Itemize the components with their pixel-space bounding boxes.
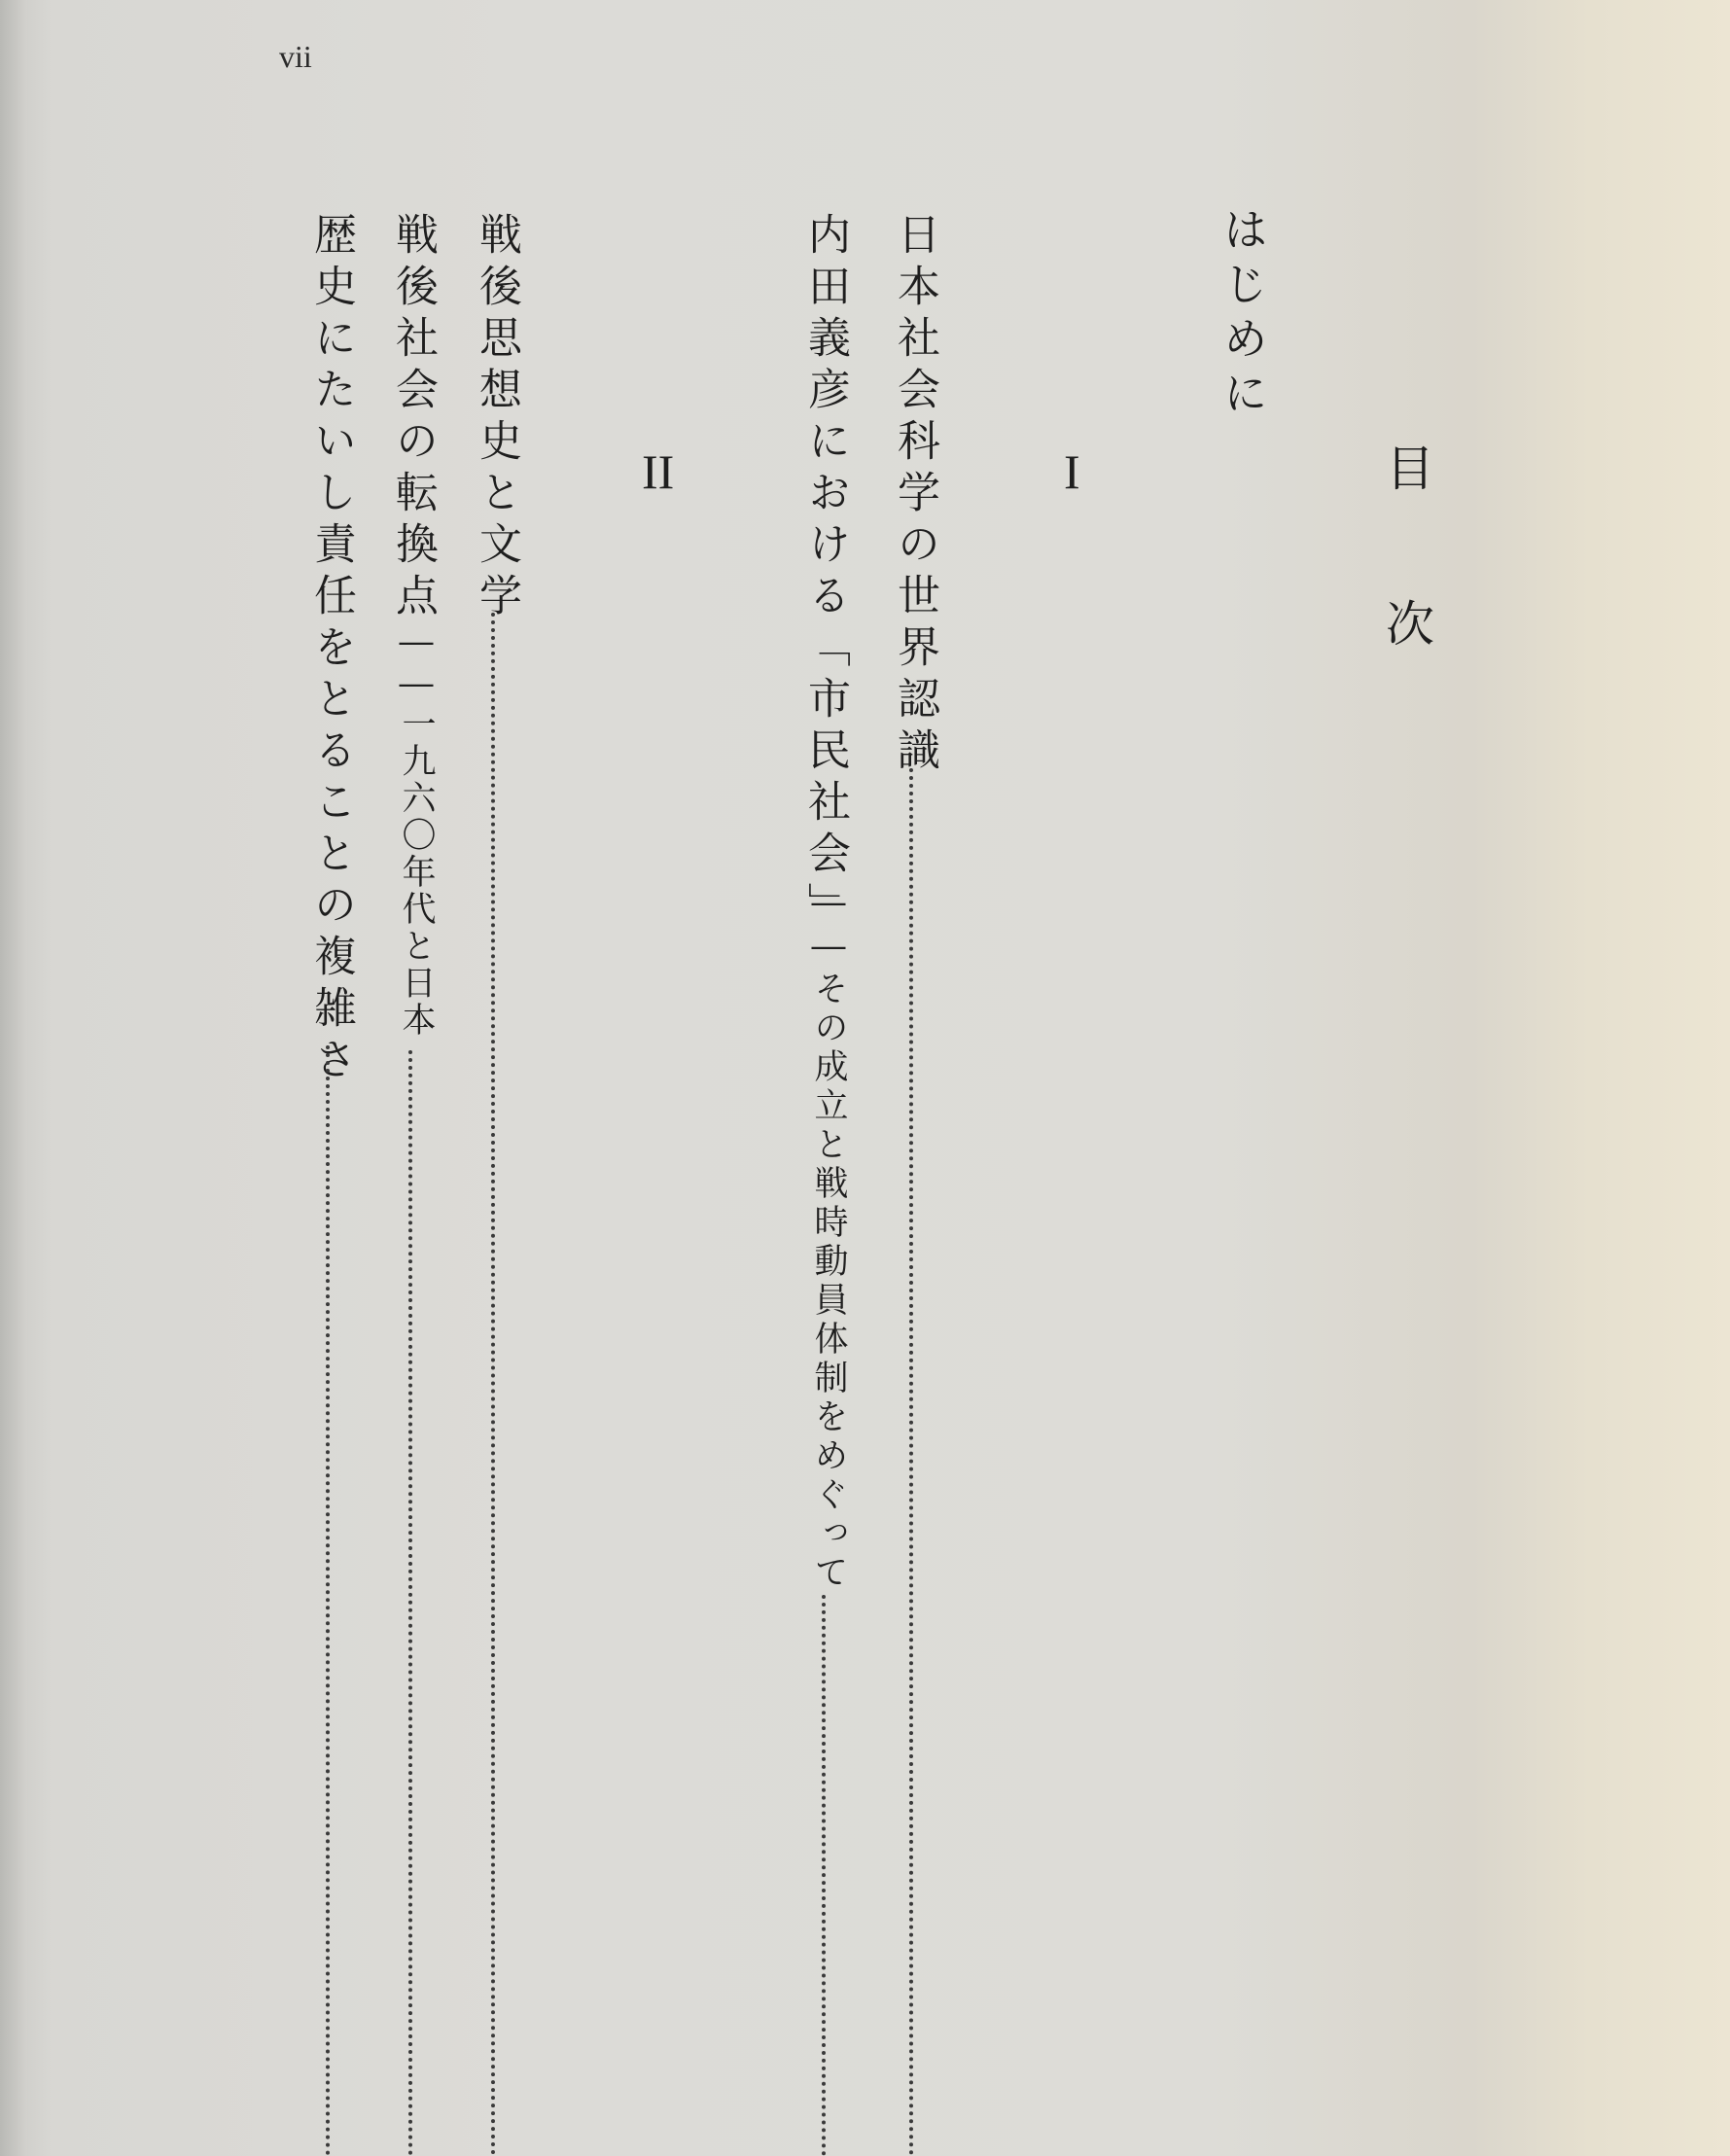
- page-number: vii: [279, 39, 312, 74]
- toc-entry-leader: [491, 613, 495, 2156]
- toc-entry-title: 日本社会科学の世界認識: [890, 212, 939, 779]
- part-1-numeral: I: [1064, 444, 1080, 499]
- toc-entry-subtitle: ――その成立と戦時動員体制をめぐって: [809, 883, 848, 1593]
- toc-entry-title: 内田義彦における「市民社会」: [800, 212, 850, 934]
- toc-title-char-1: 目: [1378, 442, 1434, 491]
- toc-entry-title: 戦後社会の転換点: [388, 212, 438, 624]
- toc-entry-leader: [909, 768, 913, 2156]
- toc-entry-subtitle: ――一九六〇年代と日本: [397, 622, 436, 1039]
- toc-entry-title: 歴史にたいし責任をとることの複雑さ: [306, 212, 356, 1088]
- page-edge: [0, 0, 27, 2156]
- toc-entry-leader: [408, 1050, 412, 2156]
- toc-intro: はじめに: [1217, 206, 1269, 424]
- toc-entry-title: 戦後思想史と文学: [472, 212, 521, 624]
- toc-entry-leader: [822, 1595, 826, 2156]
- toc-title-char-2: 次: [1378, 598, 1434, 647]
- toc-entry-leader: [326, 1045, 330, 2156]
- part-2-numeral: II: [642, 444, 675, 499]
